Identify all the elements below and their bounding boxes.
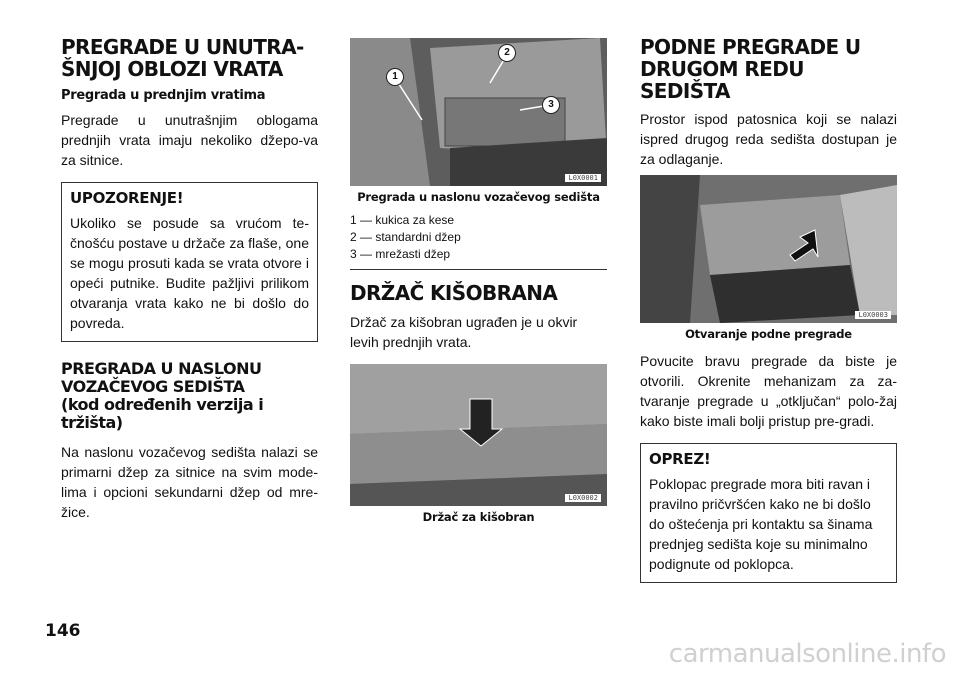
photo-code: L0X0001	[565, 174, 601, 182]
photo-code: L0X0002	[565, 494, 601, 502]
legend-item: 2 — standardni džep	[350, 230, 461, 244]
callout-1: 1	[386, 68, 404, 86]
legend-list	[350, 212, 607, 263]
seatback-paragraph: Na naslonu vozačevog sedišta nalazi se primarni džep za sitnice na svim mode-lima i opcioni sekundarni džep od mre-žice.	[61, 444, 318, 520]
page-number: 146	[45, 621, 81, 641]
subtitle-front-door: Pregrada u prednjim vratima	[61, 88, 266, 103]
caution-title: OPREZ!	[649, 450, 711, 468]
divider	[350, 269, 607, 270]
umbrella-photo-illustration	[350, 364, 607, 506]
column-right	[640, 0, 897, 583]
warning-box	[61, 182, 318, 342]
caution-text: Poklopac pregrade mora biti ravan i pravilno pričvršćen kako ne bi došlo do oštećenja pri kontaktu sa šinama prednjeg sedišta koje su minimalno podignute od poklopca.	[649, 476, 873, 572]
floor-bin-illustration	[640, 175, 897, 323]
warning-text: Ukoliko se posude sa vrućom te-čnošću postave u držače za flaše, one se mogu prosuti kada se vrata otvore i opeći putnike. Budite pažljivi prilikom otvaranja vrata kako ne bi došlo do povreda.	[70, 215, 309, 331]
callout-2: 2	[498, 44, 516, 62]
photo-code: L0X0003	[855, 311, 891, 319]
legend-item: 1 — kukica za kese	[350, 213, 455, 227]
watermark: carmanualsonline.info	[668, 639, 946, 669]
column-middle	[350, 0, 607, 524]
seatback-title-1: PREGRADA U NASLONU	[61, 359, 262, 378]
umbrella-holder-photo	[350, 364, 607, 506]
legend-item: 3 — mrežasti džep	[350, 247, 451, 261]
callout-3: 3	[542, 96, 560, 114]
title-line-2: ŠNJOJ OBLOZI VRATA	[61, 57, 283, 81]
warning-title: UPOZORENJE!	[70, 189, 184, 207]
caution-box	[640, 443, 897, 583]
seatback-subtitle: (kod određenih verzija i tržišta)	[61, 395, 264, 432]
column-left	[61, 0, 318, 522]
door-pocket-paragraph: Pregrade u unutrašnjim oblogama prednjih vrata imaju nekoliko džepo-va za sitnice.	[61, 112, 318, 168]
seatback-photo-caption: Pregrada u naslonu vozačevog sedišta	[357, 190, 600, 204]
umbrella-title: DRŽAČ KIŠOBRANA	[350, 281, 558, 305]
section-title-seatback	[61, 360, 318, 432]
seatback-pocket-photo	[350, 38, 607, 186]
floor-bin-photo	[640, 175, 897, 323]
section-title-door-pockets	[61, 36, 318, 80]
floor-photo-caption: Otvaranje podne pregrade	[685, 327, 852, 341]
seatback-photo-illustration	[350, 38, 607, 186]
floor-title-2: DRUGOM REDU SEDIŠTA	[640, 57, 804, 103]
floor-title-1: PODNE PREGRADE U	[640, 35, 861, 59]
title-line-1: PREGRADE U UNUTRA-	[61, 35, 304, 59]
seatback-title-2: VOZAČEVOG SEDIŠTA	[61, 377, 245, 396]
umbrella-paragraph: Držač za kišobran ugrađen je u okvir levih prednjih vrata.	[350, 314, 578, 350]
umbrella-photo-caption: Držač za kišobran	[422, 510, 535, 524]
floor-paragraph-1: Prostor ispod patosnica koji se nalazi ispred drugog reda sedišta dostupan je za odlaganje.	[640, 111, 897, 167]
section-title-floor-bins	[640, 36, 897, 102]
floor-paragraph-2: Povucite bravu pregrade da biste je otvorili. Okrenite mehanizam za za-tvaranje pregrade u „otključan“ polo-žaj kako biste imali bolji pristup pre-gradi.	[640, 353, 897, 429]
